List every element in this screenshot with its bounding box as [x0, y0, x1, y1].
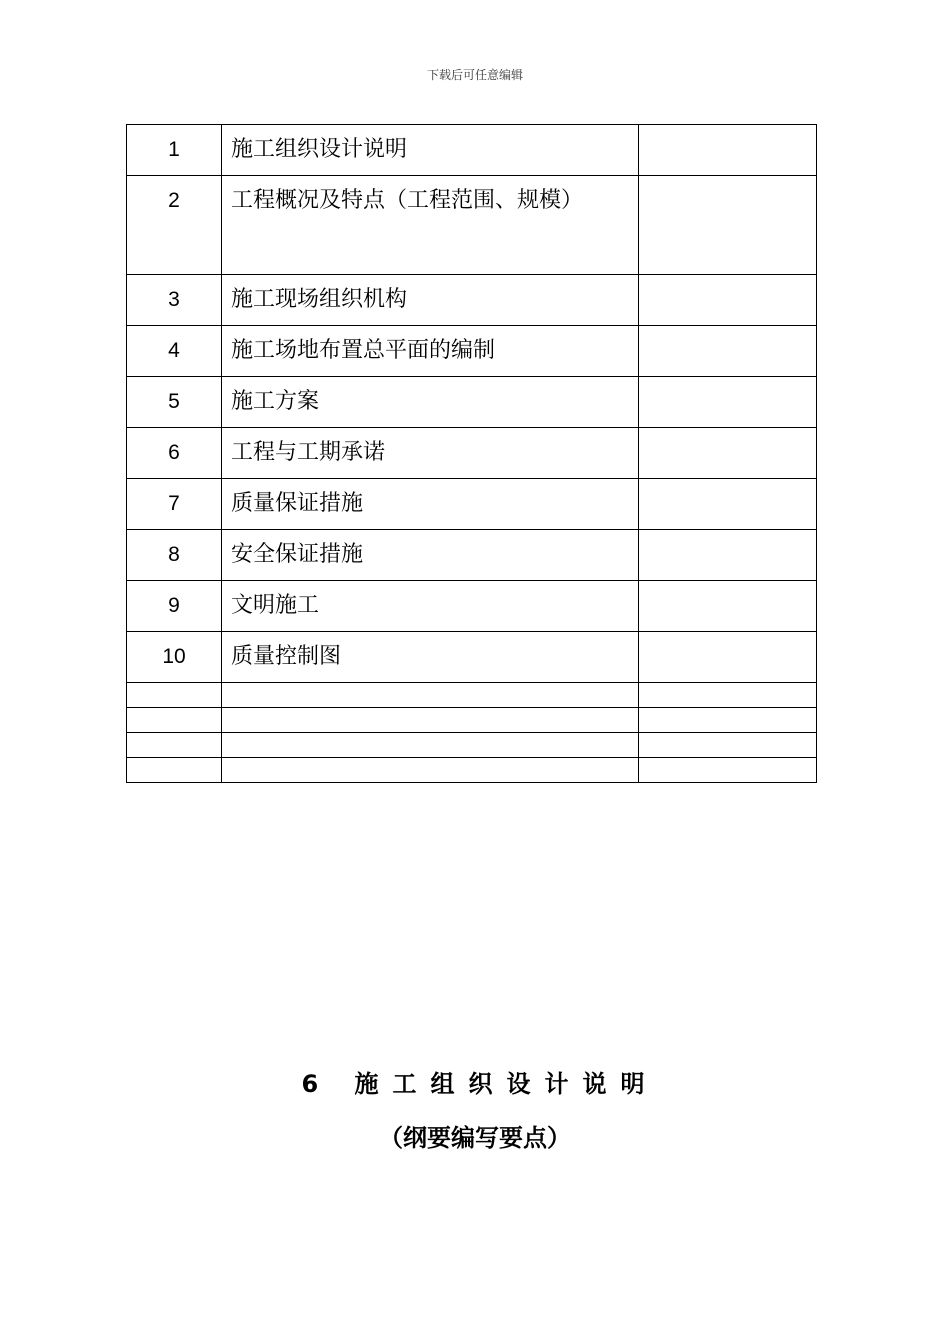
empty-cell: [127, 758, 222, 783]
row-title: 质量控制图: [222, 632, 639, 683]
table-row: [127, 377, 817, 428]
empty-table-row: [127, 758, 817, 783]
row-number: 2: [127, 176, 222, 275]
table-row: [127, 428, 817, 479]
empty-cell: [127, 708, 222, 733]
section-subheading: （纲要编写要点）: [379, 1124, 571, 1152]
table-row: [127, 530, 817, 581]
empty-cell: [222, 683, 639, 708]
row-number: 1: [127, 125, 222, 176]
empty-cell: [222, 733, 639, 758]
row-number: 7: [127, 479, 222, 530]
table-row: [127, 581, 817, 632]
row-page: [639, 428, 817, 479]
empty-table-row: [127, 708, 817, 733]
row-title: 施工组织设计说明: [222, 125, 639, 176]
empty-cell: [639, 683, 817, 708]
contents-table: [126, 124, 817, 783]
row-title: 安全保证措施: [222, 530, 639, 581]
empty-cell: [639, 758, 817, 783]
row-page: [639, 479, 817, 530]
row-page: [639, 530, 817, 581]
row-page: [639, 176, 817, 275]
empty-table-row: [127, 733, 817, 758]
empty-cell: [639, 708, 817, 733]
row-page: [639, 377, 817, 428]
row-number: 3: [127, 275, 222, 326]
empty-cell: [639, 733, 817, 758]
table-row: [127, 125, 817, 176]
page-header-note: 下载后可任意编辑: [426, 68, 523, 82]
section-heading: 6 施工组织设计说明: [301, 1070, 659, 1098]
empty-cell: [222, 758, 639, 783]
row-number: 4: [127, 326, 222, 377]
row-title: 工程概况及特点（工程范围、规模）: [222, 176, 639, 275]
table-row: [127, 632, 817, 683]
row-title: 施工场地布置总平面的编制: [222, 326, 639, 377]
empty-table-row: [127, 683, 817, 708]
row-page: [639, 125, 817, 176]
row-title: 质量保证措施: [222, 479, 639, 530]
row-number: 9: [127, 581, 222, 632]
empty-cell: [222, 708, 639, 733]
empty-cell: [127, 683, 222, 708]
row-title: 施工现场组织机构: [222, 275, 639, 326]
empty-cell: [127, 733, 222, 758]
table-row: [127, 326, 817, 377]
row-title: 工程与工期承诺: [222, 428, 639, 479]
table-row: [127, 479, 817, 530]
row-number: 8: [127, 530, 222, 581]
row-page: [639, 632, 817, 683]
row-number: 5: [127, 377, 222, 428]
row-number: 6: [127, 428, 222, 479]
row-title: 施工方案: [222, 377, 639, 428]
row-page: [639, 275, 817, 326]
row-number: 10: [127, 632, 222, 683]
table-row: [127, 275, 817, 326]
table-row: [127, 176, 817, 275]
row-title: 文明施工: [222, 581, 639, 632]
row-page: [639, 581, 817, 632]
row-page: [639, 326, 817, 377]
